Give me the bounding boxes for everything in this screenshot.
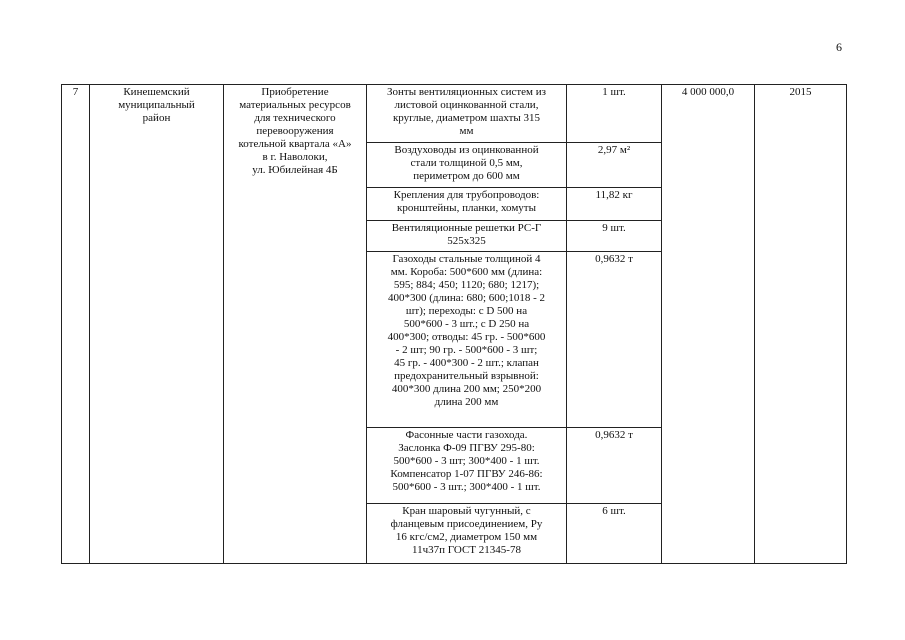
item-name-cell: Воздуховоды из оцинкованной стали толщиной 0,5 мм, периметром до 600 мм bbox=[367, 143, 567, 188]
item-qty-cell: 0,9632 т bbox=[567, 252, 662, 428]
item-qty-cell: 9 шт. bbox=[567, 221, 662, 252]
item-qty-cell: 6 шт. bbox=[567, 504, 662, 564]
item-name-cell: Крепления для трубопроводов: кронштейны, планки, хомуты bbox=[367, 188, 567, 221]
purpose-cell: Приобретение материальных ресурсов для технического перевооружения котельной квартала «А» в г. Наволоки, ул. Юбилейная 4Б bbox=[224, 85, 367, 564]
item-name-cell: Зонты вентиляционных систем из листовой оцинкованной стали, круглые, диаметром шахты 315 мм bbox=[367, 85, 567, 143]
table-row bbox=[62, 85, 847, 143]
item-name-cell: Фасонные части газохода. Заслонка Ф-09 ПГВУ 295-80: 500*600 - 3 шт; 300*400 - 1 шт. Компенсатор 1-07 ПГВУ 246-86: 500*600 - 3 шт.; 300*400 - 1 шт. bbox=[367, 428, 567, 504]
item-name-cell: Вентиляционные решетки РС-Г 525х325 bbox=[367, 221, 567, 252]
item-qty-cell: 2,97 м² bbox=[567, 143, 662, 188]
procurement-table bbox=[61, 84, 847, 564]
row-number-cell: 7 bbox=[62, 85, 90, 564]
year-cell: 2015 bbox=[755, 85, 847, 564]
page-number: 6 bbox=[836, 40, 842, 54]
item-qty-cell: 1 шт. bbox=[567, 85, 662, 143]
item-name-cell: Кран шаровый чугунный, с фланцевым присоединением, Ру 16 кгс/см2, диаметром 150 мм 11ч37п ГОСТ 21345-78 bbox=[367, 504, 567, 564]
district-cell: Кинешемский муниципальный район bbox=[90, 85, 224, 564]
item-name-cell: Газоходы стальные толщиной 4 мм. Короба: 500*600 мм (длина: 595; 884; 450; 1120; 680; 1217); 400*300 (длина: 680; 600;1018 - 2 шт); переходы: с D 500 на 500*600 - 3 шт.; с D 250 на 400*300; отводы: 45 гр. - 500*600 - 2 шт; 90 гр. - 500*600 - 3 шт; 45 гр. - 400*300 - 2 шт.; клапан предохранительный взрывной: 400*300 длина 200 мм; 250*200 длина 200 мм bbox=[367, 252, 567, 428]
item-qty-cell: 11,82 кг bbox=[567, 188, 662, 221]
item-qty-cell: 0,9632 т bbox=[567, 428, 662, 504]
amount-cell: 4 000 000,0 bbox=[662, 85, 755, 564]
